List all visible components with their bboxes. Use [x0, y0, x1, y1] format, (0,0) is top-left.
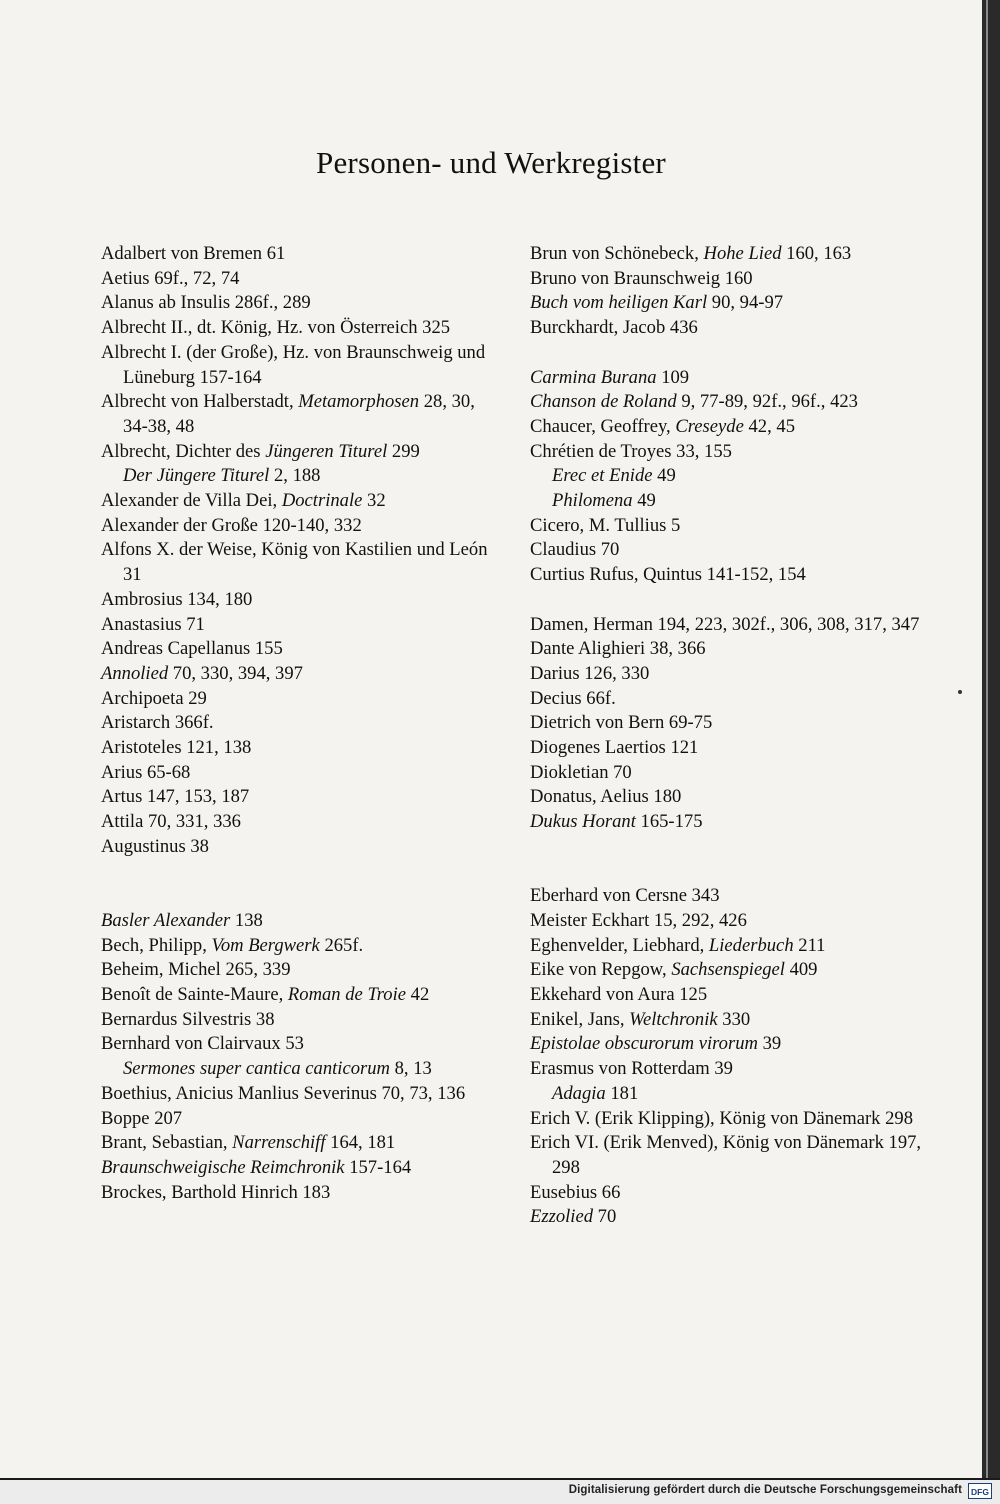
index-entry [530, 613, 930, 638]
entry-text: Brant, Sebastian, [101, 1132, 233, 1154]
index-entry [101, 1082, 501, 1107]
entry-text: 2, 188 [269, 465, 321, 487]
index-entry [101, 761, 501, 786]
entry-text: 330 [717, 1008, 751, 1030]
work-title: Epistolae obscurorum virorum [530, 1033, 758, 1055]
index-column-left [101, 242, 501, 1205]
work-title: Roman de Troie [287, 984, 407, 1006]
index-entry [530, 242, 930, 267]
entry-text: Eberhard von Cersne 343 [530, 885, 720, 907]
entry-text: Eghenvelder, Liebhard, [530, 934, 709, 956]
index-entry [530, 637, 930, 662]
index-entry [530, 934, 930, 959]
dfg-logo-icon: DFG [968, 1483, 992, 1499]
entry-text: Bernardus Silvestris 38 [101, 1008, 275, 1030]
entry-text: Chaucer, Geoffrey, [530, 415, 676, 437]
index-entry [530, 366, 930, 391]
index-entry [530, 1181, 930, 1206]
index-entry [530, 563, 930, 588]
entry-text: Erich V. (Erik Klipping), König von Dänemark 298 [530, 1107, 914, 1129]
entry-text: Cicero, M. Tullius 5 [530, 514, 681, 536]
entry-text: Bernhard von Clairvaux 53 [101, 1033, 304, 1055]
index-entry [530, 687, 930, 712]
index-entry [101, 1131, 501, 1156]
entry-text: Boppe 207 [101, 1107, 183, 1129]
entry-text: Albrecht I. (der Große), Hz. von Braunschweig und Lüneburg 157-164 [101, 341, 486, 388]
entry-text: Arius 65-68 [101, 761, 191, 783]
entry-text: 109 [656, 366, 690, 388]
entry-text: Erich VI. (Erik Menved), König von Dänemark 197, 298 [530, 1132, 922, 1178]
entry-text: 70 [593, 1206, 617, 1228]
index-entry [101, 810, 501, 835]
entry-text: 32 [362, 490, 386, 512]
index-subentry [530, 489, 930, 514]
entry-text: Dante Alighieri 38, 366 [530, 638, 706, 660]
index-entry [101, 514, 501, 539]
entry-text: 165-175 [635, 811, 703, 833]
entry-text: Claudius 70 [530, 539, 620, 561]
entry-text: Meister Eckhart 15, 292, 426 [530, 909, 747, 931]
index-entry [101, 291, 501, 316]
work-title: Chanson de Roland [530, 391, 677, 413]
index-entry [101, 341, 501, 390]
entry-text: 211 [793, 934, 826, 956]
index-entry [530, 514, 930, 539]
entry-text: Eusebius 66 [530, 1181, 621, 1203]
index-entry [530, 316, 930, 341]
work-title: Narrenschiff [232, 1132, 326, 1154]
work-title: Vom Bergwerk [211, 934, 320, 956]
index-entry [101, 1181, 501, 1206]
index-entry [530, 1008, 930, 1033]
scan-speck [958, 690, 962, 694]
entry-text: 70, 330, 394, 397 [168, 662, 303, 684]
entry-text: Dietrich von Bern 69-75 [530, 712, 713, 734]
entry-text: Aristarch 366f. [101, 712, 214, 734]
entry-text: Decius 66f. [530, 687, 616, 709]
entry-text: Brockes, Barthold Hinrich 183 [101, 1181, 331, 1203]
index-entry [101, 1107, 501, 1132]
index-entry [530, 390, 930, 415]
index-entry [101, 835, 501, 860]
entry-text: Boethius, Anicius Manlius Severinus 70, 73, 136 [101, 1082, 466, 1104]
index-entry [101, 267, 501, 292]
entry-text: Alexander de Villa Dei, [101, 490, 282, 512]
section-gap [530, 588, 930, 613]
index-subentry [101, 464, 501, 489]
entry-text: 49 [632, 490, 656, 512]
work-title: Buch vom heiligen Karl [530, 292, 708, 314]
index-entry [530, 958, 930, 983]
index-entry [101, 538, 501, 587]
index-entry [530, 1057, 930, 1082]
work-title: Basler Alexander [101, 909, 231, 931]
index-entry [101, 613, 501, 638]
index-subentry [101, 1057, 501, 1082]
index-entry [530, 909, 930, 934]
entry-text: 39 [757, 1033, 782, 1055]
entry-text: Ambrosius 134, 180 [101, 588, 253, 610]
index-entry [530, 785, 930, 810]
entry-text: Chrétien de Troyes 33, 155 [530, 440, 732, 462]
entry-text: Albrecht II., dt. König, Hz. von Österreich 325 [101, 317, 451, 339]
index-entry [530, 761, 930, 786]
index-entry [101, 958, 501, 983]
work-title: Ezzolied [530, 1206, 594, 1228]
entry-text: 299 [387, 440, 420, 462]
entry-text: Darius 126, 330 [530, 662, 650, 684]
work-title: Der Jüngere Titurel [123, 465, 270, 487]
entry-text: 265f. [319, 934, 364, 956]
work-title: Sachsenspiegel [671, 959, 785, 981]
index-entry [101, 440, 501, 465]
index-subentry [530, 464, 930, 489]
index-entry [101, 489, 501, 514]
footer-credit: Digitalisierung gefördert durch die Deutsche Forschungsgemeinschaft [568, 1484, 962, 1496]
work-title: Hohe Lied [703, 243, 782, 264]
section-gap [101, 860, 501, 909]
work-title: Erec et Enide [552, 465, 653, 487]
index-entry [530, 291, 930, 316]
index-entry [530, 1107, 930, 1132]
entry-text: Donatus, Aelius 180 [530, 786, 682, 808]
work-title: Sermones super cantica canticorum [123, 1058, 390, 1080]
entry-text: Augustinus 38 [101, 835, 209, 857]
entry-text: 138 [230, 909, 263, 931]
index-entry [530, 1032, 930, 1057]
entry-text: Adalbert von Bremen 61 [101, 243, 286, 264]
index-entry [101, 736, 501, 761]
book-edge [982, 0, 1000, 1478]
entry-text: Ekkehard von Aura 125 [530, 984, 708, 1006]
entry-text: 42, 45 [743, 415, 795, 437]
entry-text: Albrecht von Halberstadt, [101, 391, 299, 413]
entry-text: Diogenes Laertios 121 [530, 737, 699, 759]
index-entry [101, 242, 501, 267]
book-edge-line [986, 0, 988, 1478]
entry-text: Bech, Philipp, [101, 934, 212, 956]
section-gap [530, 341, 930, 366]
index-entry [101, 983, 501, 1008]
entry-text: Alexander der Große 120-140, 332 [101, 514, 362, 536]
entry-text: Brun von Schönebeck, [530, 243, 704, 264]
index-entry [101, 390, 501, 439]
index-entry [101, 909, 501, 934]
entry-text: 157-164 [344, 1157, 412, 1178]
index-subentry [530, 1082, 930, 1107]
index-entry [101, 934, 501, 959]
entry-text: Aristoteles 121, 138 [101, 737, 252, 759]
entry-text: 28, 30, 34-38, 48 [123, 391, 475, 437]
index-entry [530, 267, 930, 292]
entry-text: Archipoeta 29 [101, 687, 207, 709]
work-title: Carmina Burana [530, 366, 657, 388]
entry-text: Eike von Repgow, [530, 959, 672, 981]
work-title: Liederbuch [708, 934, 794, 956]
entry-text: Alfons X. der Weise, König von Kastilien und León 31 [101, 539, 488, 586]
entry-text: 49 [652, 465, 676, 487]
entry-text: Curtius Rufus, Quintus 141-152, 154 [530, 564, 806, 586]
entry-text: Beheim, Michel 265, 339 [101, 959, 291, 981]
entry-text: Burckhardt, Jacob 436 [530, 317, 698, 339]
entry-text: Damen, Herman 194, 223, 302f., 306, 308, 317, 347 [530, 613, 920, 635]
index-entry [530, 983, 930, 1008]
entry-text: 409 [784, 959, 818, 981]
index-entry [101, 1008, 501, 1033]
index-entry [530, 1131, 930, 1180]
entry-text: 42 [406, 984, 430, 1006]
work-title: Doctrinale [281, 490, 363, 512]
work-title: Adagia [552, 1082, 606, 1104]
work-title: Metamorphosen [298, 391, 420, 413]
digitization-footer [0, 1480, 1000, 1504]
entry-text: Anastasius 71 [101, 613, 205, 635]
entry-text: 90, 94-97 [707, 292, 784, 314]
entry-text: 181 [605, 1082, 639, 1104]
index-entry [101, 637, 501, 662]
index-entry [530, 711, 930, 736]
entry-text: Aetius 69f., 72, 74 [101, 267, 240, 289]
index-entry [530, 440, 930, 465]
index-entry [530, 736, 930, 761]
work-title: Jüngeren Titurel [265, 440, 388, 462]
index-entry [530, 1205, 930, 1230]
entry-text: Diokletian 70 [530, 761, 632, 783]
page-title: Personen- und Werkregister [316, 145, 666, 180]
entry-text: Enikel, Jans, [530, 1008, 630, 1030]
section-gap [530, 835, 930, 884]
work-title: Dukus Horant [530, 811, 636, 833]
index-entry [101, 588, 501, 613]
index-column-right [530, 242, 930, 1230]
entry-text: Erasmus von Rotterdam 39 [530, 1058, 733, 1080]
index-entry [101, 785, 501, 810]
work-title: Braunschweigische Reimchronik [101, 1157, 345, 1178]
index-entry [530, 810, 930, 835]
index-entry [530, 884, 930, 909]
index-entry [530, 538, 930, 563]
entry-text: Artus 147, 153, 187 [101, 786, 250, 808]
entry-text: Bruno von Braunschweig 160 [530, 267, 753, 289]
entry-text: Alanus ab Insulis 286f., 289 [101, 292, 311, 314]
index-entry [101, 1156, 501, 1181]
index-entry [101, 662, 501, 687]
entry-text: Andreas Capellanus 155 [101, 638, 283, 660]
entry-text: Attila 70, 331, 336 [101, 811, 241, 833]
index-entry [101, 687, 501, 712]
entry-text: Benoît de Sainte-Maure, [101, 984, 288, 1006]
index-entry [101, 316, 501, 341]
index-entry [101, 1032, 501, 1057]
work-title: Creseyde [675, 415, 744, 437]
index-entry [530, 415, 930, 440]
index-entry [101, 711, 501, 736]
work-title: Weltchronik [629, 1008, 718, 1030]
entry-text: Albrecht, Dichter des [101, 440, 266, 462]
entry-text: 8, 13 [389, 1058, 432, 1080]
index-entry [530, 662, 930, 687]
work-title: Philomena [552, 490, 633, 512]
entry-text: 9, 77-89, 92f., 96f., 423 [676, 391, 858, 413]
entry-text: 160, 163 [781, 243, 852, 264]
work-title: Annolied [101, 662, 169, 684]
entry-text: 164, 181 [325, 1132, 396, 1154]
